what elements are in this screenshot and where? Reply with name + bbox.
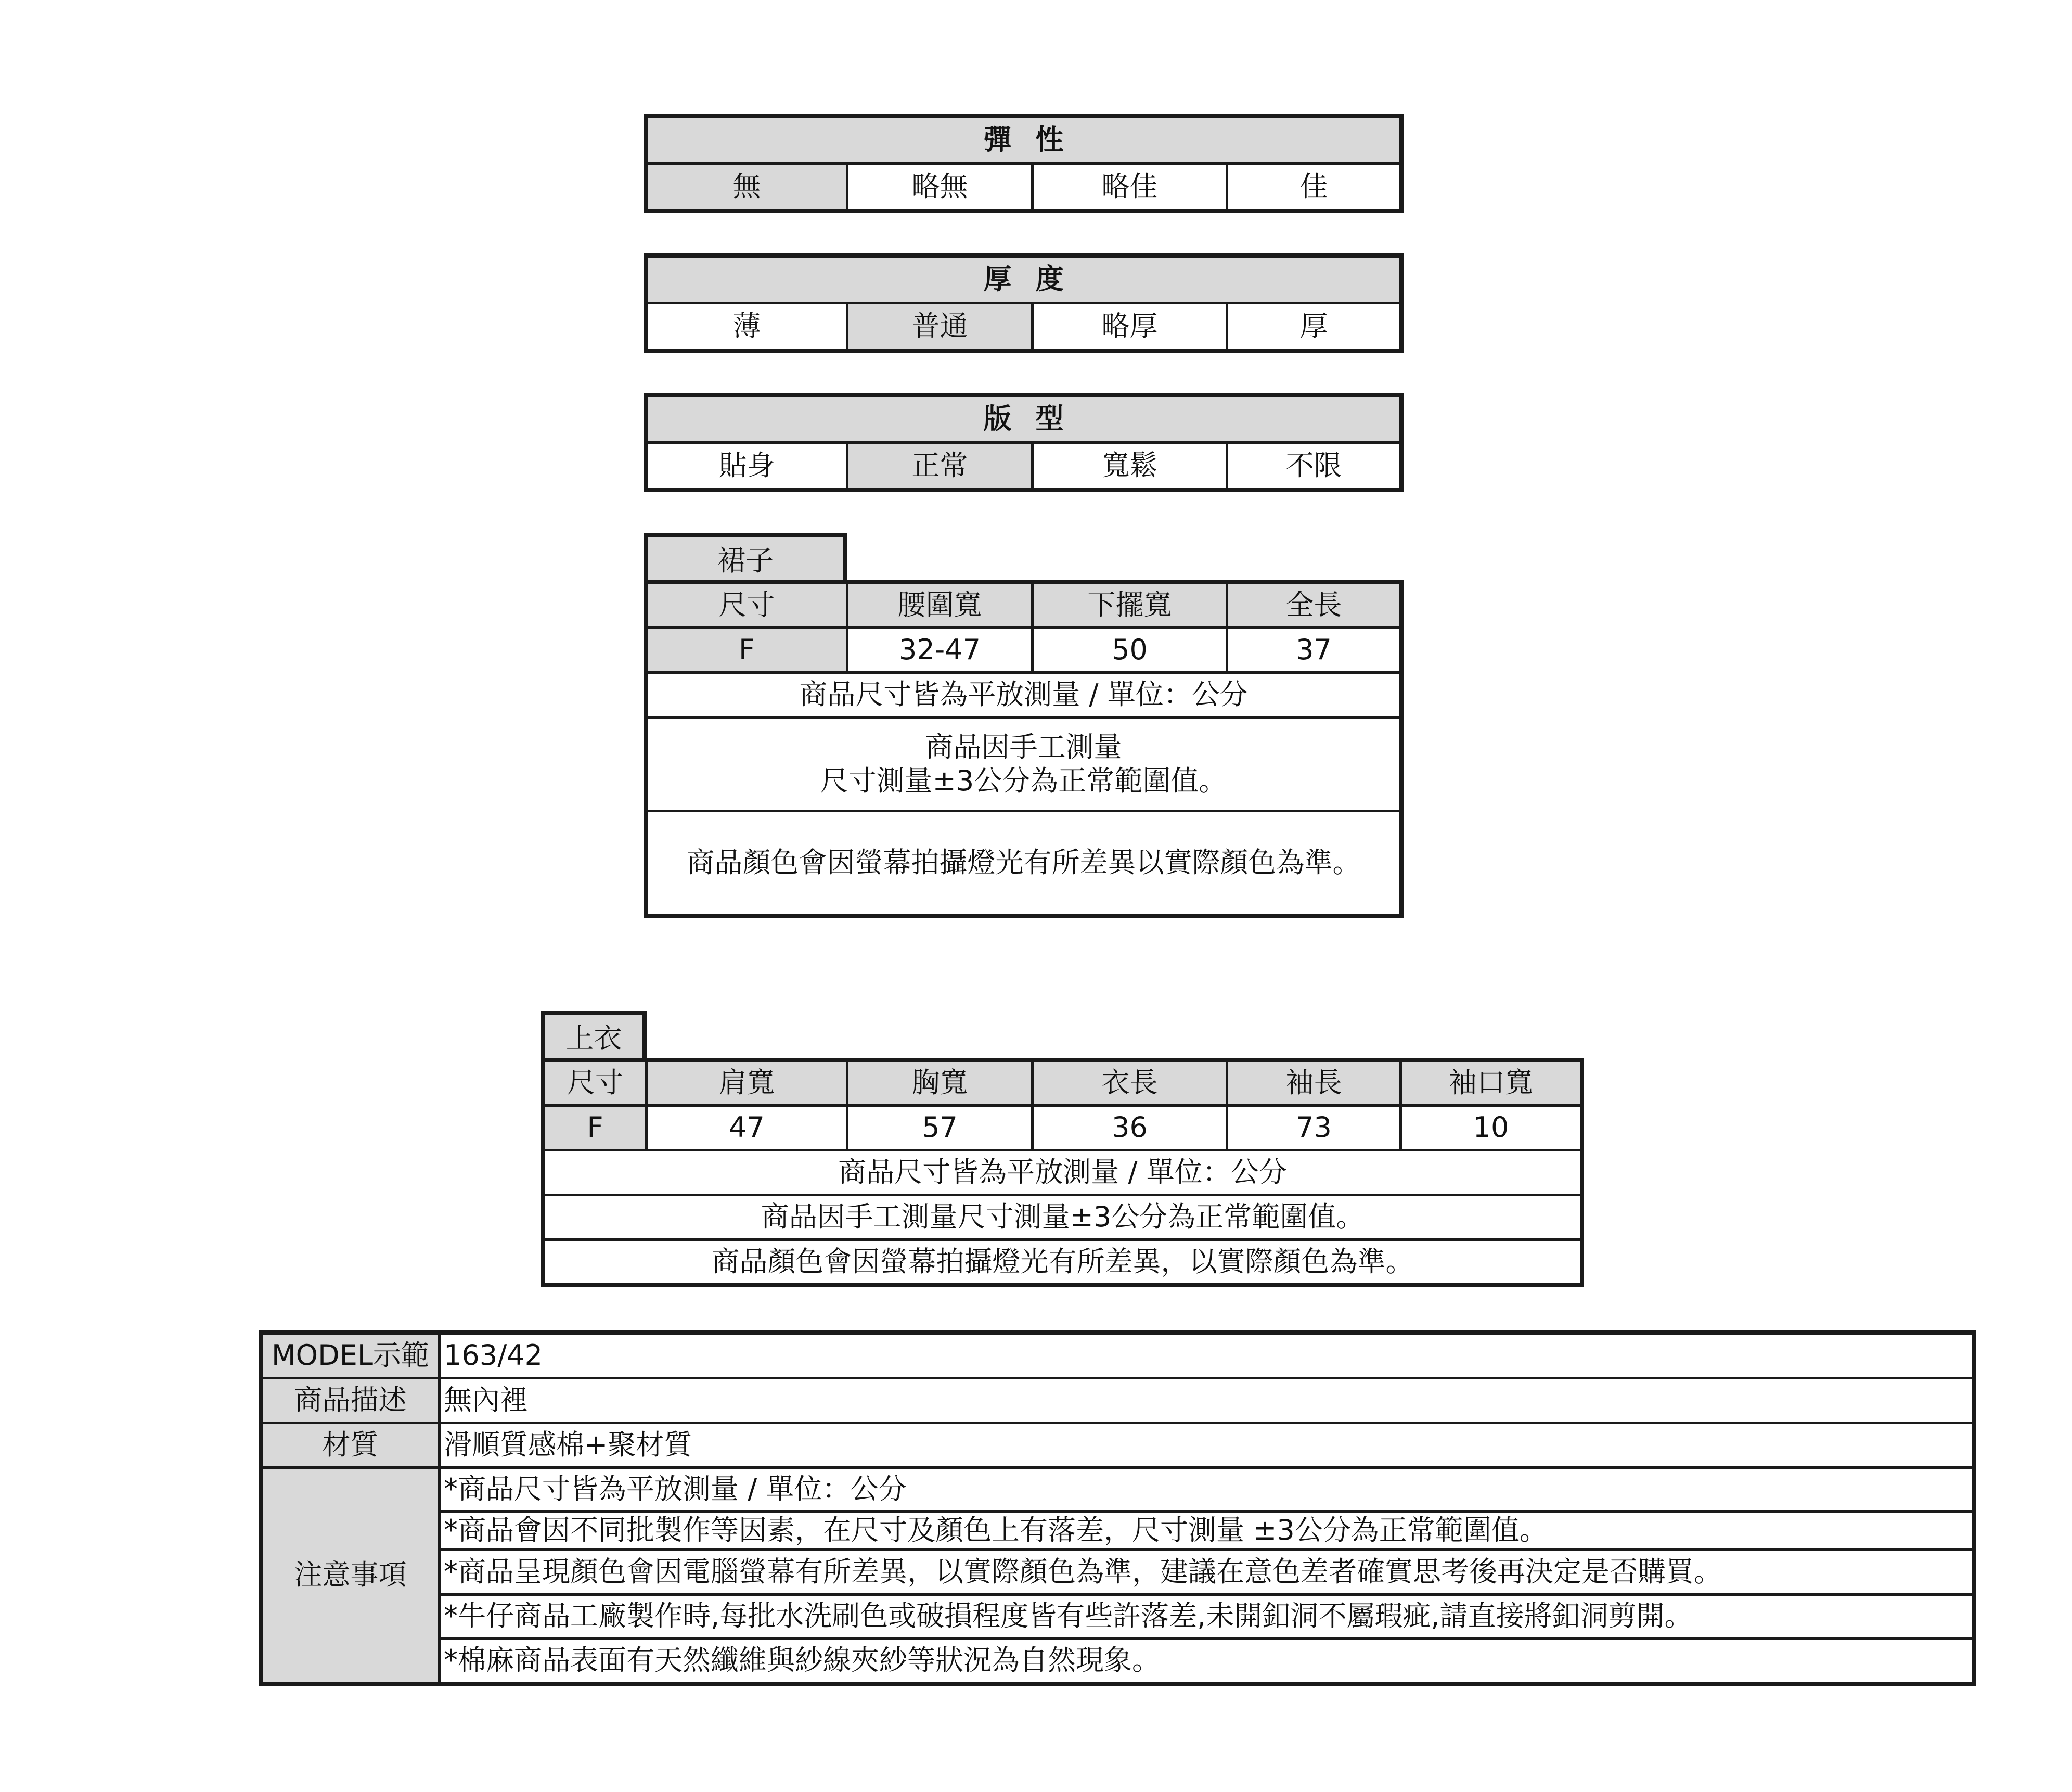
skirt-header: 下擺寬 [1033, 583, 1227, 628]
top-header: 袖長 [1227, 1061, 1401, 1106]
thickness-option: 略厚 [1033, 303, 1227, 350]
elasticity-option: 略無 [847, 164, 1033, 211]
skirt-cell: F [647, 628, 847, 673]
note-item: *商品呈現顏色會因電腦螢幕有所差異，以實際顏色為準，建議在意色差者確實思考後再決定是否購買。 [440, 1550, 1973, 1595]
skirt-note-tolerance-line1: 商品因手工測量 [925, 730, 1122, 763]
top-cell: F [544, 1106, 647, 1150]
top-label: 上衣 [543, 1013, 645, 1059]
skirt-label: 裙子 [645, 535, 846, 582]
top-cell: 73 [1227, 1106, 1401, 1150]
top-size-table [543, 1013, 1582, 1286]
skirt-header: 全長 [1227, 583, 1401, 628]
product-info-table [260, 1332, 1974, 1684]
note-item: *商品會因不同批製作等因素，在尺寸及顏色上有落差，尺寸測量 ±3公分為正常範圍值。 [440, 1512, 1973, 1550]
top-header: 尺寸 [544, 1061, 647, 1106]
top-header: 肩寬 [647, 1061, 847, 1106]
top-cell: 57 [847, 1106, 1033, 1150]
top-header: 袖口寬 [1401, 1061, 1581, 1106]
note-item: *牛仔商品工廠製作時,每批水洗刷色或破損程度皆有些許落差,未開釦洞不屬瑕疵,請直接將釦洞剪開。 [440, 1595, 1973, 1639]
top-note-measure: 商品尺寸皆為平放測量 / 單位：公分 [544, 1150, 1581, 1195]
model-label: MODEL示範 [262, 1334, 440, 1378]
elasticity-option: 無 [647, 164, 847, 211]
top-header: 衣長 [1033, 1061, 1227, 1106]
thickness-option: 普通 [847, 303, 1033, 350]
note-item: *棉麻商品表面有天然纖維與紗線夾紗等狀況為自然現象。 [440, 1639, 1973, 1683]
fit-table [645, 394, 1402, 491]
elasticity-table [645, 116, 1402, 212]
thickness-table [645, 255, 1402, 351]
skirt-header: 尺寸 [647, 583, 847, 628]
material-label: 材質 [262, 1423, 440, 1468]
thickness-title: 厚度 [647, 257, 1401, 303]
fit-title: 版型 [647, 396, 1401, 443]
elasticity-title: 彈性 [647, 117, 1401, 164]
skirt-note-color: 商品顏色會因螢幕拍攝燈光有所差異以實際顏色為準。 [647, 811, 1401, 915]
top-note-tolerance: 商品因手工測量尺寸測量±3公分為正常範圍值。 [544, 1195, 1581, 1240]
top-cell: 47 [647, 1106, 847, 1150]
fit-option: 不限 [1227, 443, 1401, 490]
thickness-option: 厚 [1227, 303, 1401, 350]
elasticity-option: 略佳 [1033, 164, 1227, 211]
fit-option: 寬鬆 [1033, 443, 1227, 490]
fit-option: 正常 [847, 443, 1033, 490]
model-value: 163/42 [440, 1334, 1973, 1378]
note-item: *商品尺寸皆為平放測量 / 單位：公分 [440, 1468, 1973, 1512]
elasticity-option: 佳 [1227, 164, 1401, 211]
skirt-note-tolerance [647, 718, 1401, 811]
top-header: 胸寬 [847, 1061, 1033, 1106]
skirt-note-measure: 商品尺寸皆為平放測量 / 單位：公分 [647, 673, 1401, 718]
description-value: 無內裡 [440, 1378, 1973, 1423]
fit-option: 貼身 [647, 443, 847, 490]
description-label: 商品描述 [262, 1378, 440, 1423]
notes-label: 注意事項 [262, 1468, 440, 1683]
skirt-cell: 32-47 [847, 628, 1033, 673]
top-note-color: 商品顏色會因螢幕拍攝燈光有所差異，以實際顏色為準。 [544, 1240, 1581, 1285]
skirt-size-table [645, 535, 1402, 916]
material-value: 滑順質感棉+聚材質 [440, 1423, 1973, 1468]
top-cell: 36 [1033, 1106, 1227, 1150]
skirt-cell: 50 [1033, 628, 1227, 673]
top-cell: 10 [1401, 1106, 1581, 1150]
thickness-option: 薄 [647, 303, 847, 350]
skirt-note-tolerance-line2: 尺寸測量±3公分為正常範圍值。 [820, 764, 1227, 797]
skirt-cell: 37 [1227, 628, 1401, 673]
skirt-header: 腰圍寬 [847, 583, 1033, 628]
